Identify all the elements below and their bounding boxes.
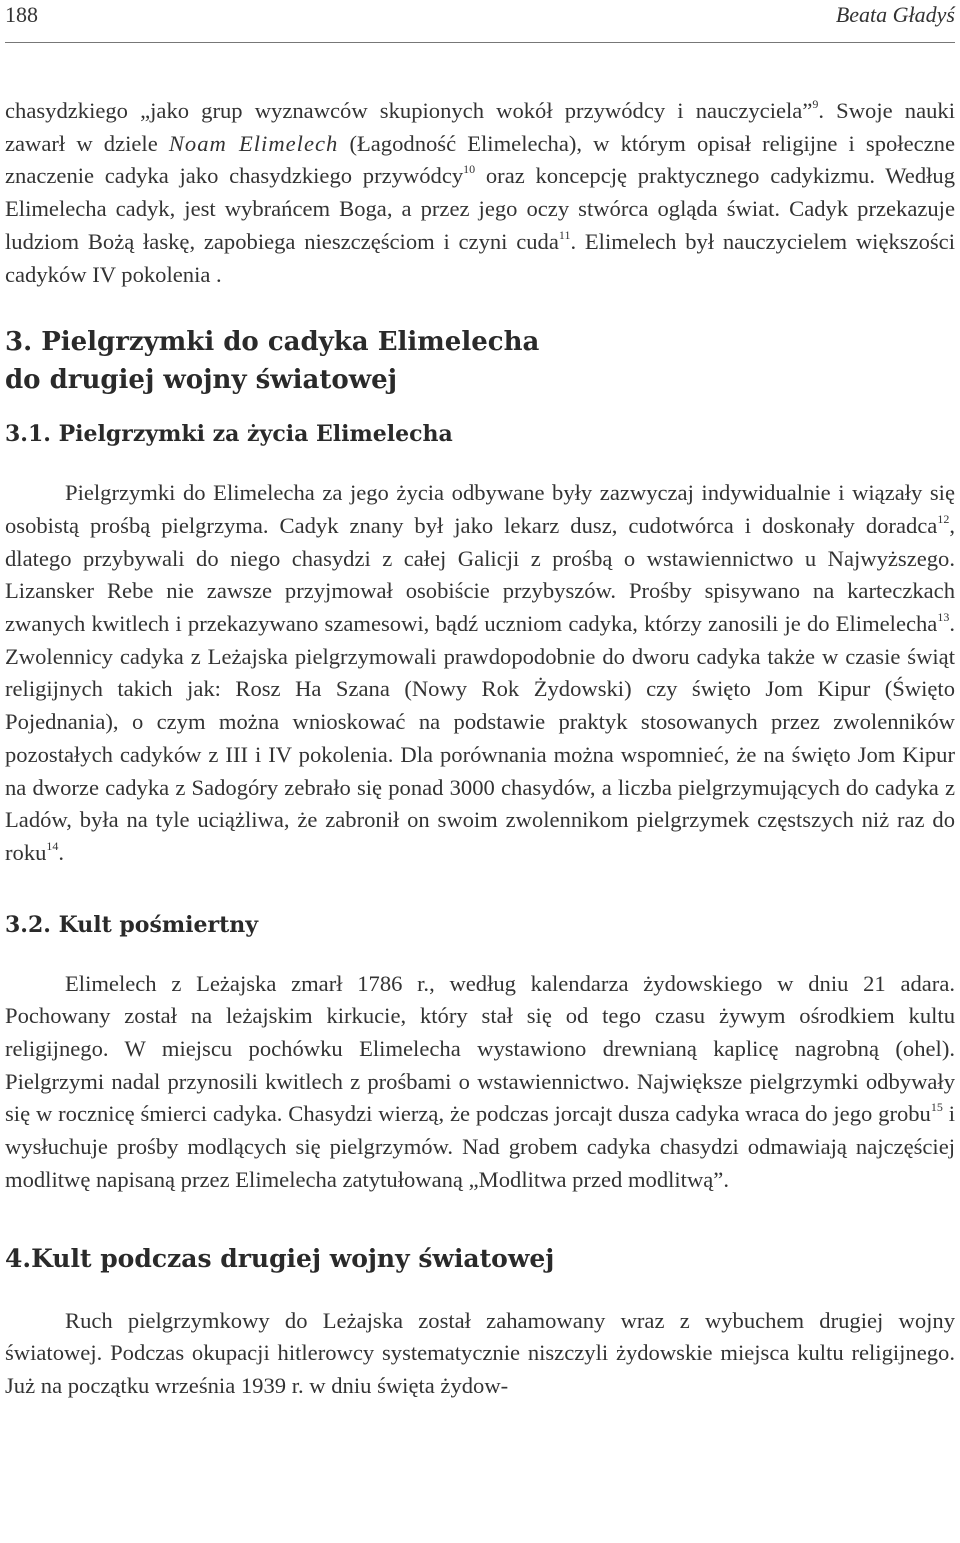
page-number: 188 [5,2,38,27]
text-run: . Swoje nauki zawarł w dziele [5,98,955,156]
section-4-heading: 4.Kult podczas drugiej wojny światowej [5,1243,555,1273]
running-head [5,0,955,42]
footnote-ref-10[interactable]: 10 [463,162,476,177]
footnote-ref-12[interactable]: 12 [937,511,950,526]
section-3-heading [5,323,955,399]
text-run: oraz koncepcję praktycznego cadykizmu. Według Elimelecha cadyk, jest wybrańcem Boga, a przez jego oczy stwórca ogląda świat. Cadyk przekazuje ludziom Bożą łaskę, zapobiega nieszczęściom i czyni cuda [5,163,955,254]
text-run: chasydzkiego „jako grup wyznawców skupionych wokół przywódcy i nauczyciela” [5,98,813,123]
running-head-author: Beata Gładyś [835,2,955,27]
heading-line-1: 3. Pielgrzymki do cadyka Elimelecha [5,327,540,358]
text-run: . Zwolennicy cadyka z Leżajska pielgrzymowali prawdopodobnie do dworu cadyka także w czasie świąt religijnych takich jak: Rosz Ha Szana (Nowy Rok Żydowski) czy święto Jom Kipur (Święto Pojednania), o czym można wnioskować na podstawie praktyk stosowanych przez zwolenników pozostałych cadyków z III i IV pokolenia. Dla porównania można wspomnieć, że na święto Jom Kipur na dworze cadyka z Sadogóry zebrało się ponad 3000 chasydów, a liczba pielgrzymujących do cadyka z Ladów, była na tyle uciążliwa, że zabronił on swoim zwolennikom pielgrzymek częstszych niż raz do roku [5,611,955,865]
text-run: Elimelech z Leżajska zmarł 1786 r., według kalendarza żydowskiego w dniu 21 adara. Pochowany został na leżajskim kirkucie, który stał się od tego czasu żywym ośrodkiem kultu religijnego. W miejscu pochówku Elimelecha wystawiono drewnianą kaplicę nagrobną (ohel). Pielgrzymi nadal przynosili kwitlech z prośbami o wstawiennictwo. Największe pielgrzymki odbywały się w rocznicę śmierci cadyka. Chasydzi wierzą, że podczas jorcajt dusza cadyka wraca do jego grobu [5,970,955,1127]
footnote-ref-14[interactable]: 14 [46,838,59,853]
paragraph-section-3-1 [5,477,955,869]
text-run: i wysłuchuje prośby modlących się pielgrzymów. Nad grobem cadyka chasydzi odmawiają najczęściej modlitwę napisaną przez Elimelecha zatytułowaną „Modlitwa przed modlitwą”. [5,1101,955,1192]
document-page [5,0,955,1403]
work-title: Noam Elimelech [168,130,339,156]
text-run: (Łagodność Elimelecha), w którym opisał religijne i społeczne znaczenie cadyka jako chasydzkiego przywódcy [5,130,955,189]
text-run: Pielgrzymki do Elimelecha za jego życia odbywane były zazwyczaj indywidualnie i wiązały się osobistą prośbą pielgrzyma. Cadyk znany był jako lekarz dusz, cudotwórca i doskonały doradca [5,480,955,538]
footnote-ref-11[interactable]: 11 [558,227,571,242]
heading-line-2: do drugiej wojny światowej [5,365,398,396]
header-rule [5,42,955,43]
text-run: Ruch pielgrzymkowy do Leżajska został zahamowany wraz z wybuchem drugiej wojny światowej. Podczas okupacji hitlerowcy systematycznie niszczyli żydowskie miejsca kultu religijnego. Już na początku września 1939 r. w dniu święta żydow- [5,1307,955,1398]
section-3-1-heading: 3.1. Pielgrzymki za życia Elimelecha [5,421,453,448]
paragraph-section-3-2 [5,968,955,1197]
footnote-ref-13[interactable]: 13 [937,610,950,625]
footnote-ref-15[interactable]: 15 [930,1100,943,1115]
paragraph-intro [5,95,955,291]
text-run: . Elimelech był nauczycielem większości cadyków IV pokolenia . [5,228,955,287]
text-run: , dlatego przybywali do niego chasydzi z całej Galicji z prośbą o wstawiennictwo u Najwyższego. Lizansker Rebe nie zawsze przyjmował osobiście przybyszów. Prośby spisywano na karteczkach zwanych kwitlech i przekazywano szamesowi, bądź uczniom cadyka, którzy zanosili je do Elimelecha [5,512,955,637]
text-run: . [58,839,65,865]
section-3-2-heading: 3.2. Kult pośmiertny [5,911,259,938]
paragraph-section-4 [5,1305,955,1403]
footnote-ref-9[interactable]: 9 [812,97,819,111]
